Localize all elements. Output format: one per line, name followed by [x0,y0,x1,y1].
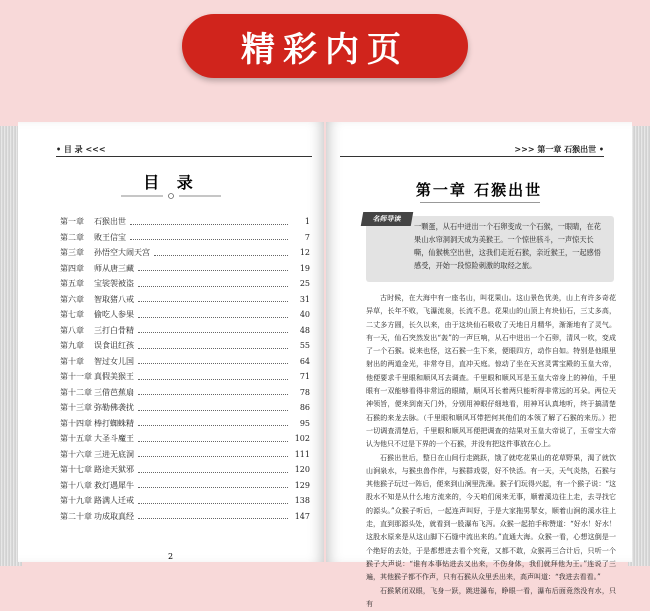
toc-entry [60,493,310,509]
toc-page-number: 64 [299,356,310,366]
toc-leader-dots [138,343,288,349]
toc-entry [60,276,310,292]
toc-page-number: 31 [299,294,310,304]
toc-chapter-number: 第一章 [60,217,84,227]
toc-chapter-title: 孙悟空大闹天宫 [94,248,150,258]
toc-page-number: 71 [299,372,310,382]
toc-chapter-title: 三打白骨精 [94,325,134,335]
toc-chapter-title: 路满人迁戒 [94,496,134,506]
toc-leader-dots [138,498,288,504]
chapter-page [326,122,632,608]
guide-tag: 名师导读 [361,212,413,226]
toc-chapter-title: 大圣斗魔王 [94,434,134,444]
toc-entry [60,230,310,246]
toc-leader-dots [138,327,288,333]
toc-chapter-number: 第十四章 [60,418,92,428]
toc-chapter-number: 第十一章 [60,372,92,382]
toc-chapter-number: 第十三章 [60,403,92,413]
toc-chapter-number: 第二章 [60,232,84,242]
toc-leader-dots [138,436,288,442]
toc-page-number: 40 [299,310,310,320]
toc-page [18,122,324,562]
toc-leader-dots [138,265,288,271]
page-number-left: 2 [168,552,174,561]
toc-entry [60,400,310,416]
toc-leader-dots [138,358,288,364]
toc-chapter-title: 宝裟袈被盗 [94,279,134,289]
toc-entry [60,462,310,478]
toc-leader-dots [138,374,288,380]
toc-chapter-title: 三借芭蕉扇 [94,387,134,397]
toc-chapter-number: 第九章 [60,341,84,351]
toc-entry [60,478,310,494]
toc-chapter-number: 第十章 [60,356,84,366]
toc-leader-dots [138,312,288,318]
toc-entry [60,292,310,308]
toc-chapter-number: 第十二章 [60,387,92,397]
toc-page-number: 48 [299,325,310,335]
toc-chapter-number: 第十五章 [60,434,92,444]
toc-leader-dots [130,219,288,225]
toc-chapter-title: 棒打蜘蛛精 [94,418,134,428]
toc-entry [60,369,310,385]
toc-chapter-number: 第二十章 [60,511,92,521]
toc-chapter-number: 第十九章 [60,496,92,506]
toc-leader-dots [138,281,288,287]
toc-entry [60,385,310,401]
toc-leader-dots [138,296,288,302]
toc-page-number: 7 [304,232,310,242]
toc-leader-dots [138,467,288,473]
toc-page-number: 86 [299,403,310,413]
toc-chapter-title: 功成取真经 [94,511,134,521]
title-ornament [121,192,221,200]
toc-entry [60,245,310,261]
toc-chapter-title: 救灯遇犀牛 [94,480,134,490]
toc-page-number: 120 [294,465,310,475]
toc-chapter-title: 误食诅红孩 [94,341,134,351]
body-paragraph: 古时候，在大海中有一座名山，叫花果山。这山景色优美，山上有许多奇花异草，长年不败，飞瀑流泉，长流不息。花果山的山顶上有块仙石，三丈多高，二丈多方圆，长久以来，由于这块仙石吸收了天地日月精华，渐渐地有了灵气。有一天，仙石突然发出“轰”的一声巨响，从石中迸出一个石卵，清风一吹，变成了一个石猴。说来也怪，这石猴一生下来，便眼四方，动作自如。特别是他眼里射出的两道金光，非常夺目，直冲天庭。惊动了坐在天宫灵霄宝殿的玉皇大帝，他便要求千里眼和顺风耳去调查。千里眼和顺风耳是玉皇大帝身上的神仙，千里眼有一双能够看得非常远的眼睛，顺风耳长着两只能听得非常远的耳朵。两位天神领旨，便来到南天门外，分别用神眼仔细地看，用神耳认真地听，终于搞清楚石猴的来龙去脉。（千里眼和顺风耳带把何其他们的本领了解了石猴的来历。）把一切调查清楚后，千里眼和顺风耳便把调查的结果对玉皇大帝说了，玉帝宝大帝认为他只不过是下界的一个石猴，并没有把这件事放在心上。 [366,294,616,449]
toc-leader-dots [154,250,288,256]
toc-chapter-title: 弥勒佛袭扰 [94,403,134,413]
toc-page-number: 12 [299,248,310,258]
toc-chapter-number: 第五章 [60,279,84,289]
toc-page-number: 25 [299,279,310,289]
toc-entry [60,416,310,432]
toc-chapter-number: 第十七章 [60,465,92,475]
toc-chapter-number: 第十八章 [60,480,92,490]
open-book [0,118,650,608]
toc-entry [60,214,310,230]
banner-label: 精彩内页 [241,29,409,70]
chapter-title-rule [420,202,540,203]
toc-chapter-number: 第七章 [60,310,84,320]
toc-page-number: 78 [299,387,310,397]
toc-list [60,214,310,524]
toc-page-number: 95 [299,418,310,428]
toc-entry [60,323,310,339]
toc-chapter-title: 智过女儿国 [94,356,134,366]
toc-leader-dots [130,234,288,240]
toc-page-number: 19 [299,263,310,273]
toc-leader-dots [138,482,288,488]
toc-chapter-title: 偷吃人参果 [94,310,134,320]
toc-page-number: 129 [294,480,310,490]
toc-page-number: 1 [304,217,310,227]
toc-chapter-number: 第十六章 [60,449,92,459]
toc-chapter-title: 三进无底洞 [94,449,134,459]
toc-entry [60,338,310,354]
toc-chapter-number: 第八章 [60,325,84,335]
guide-box [366,216,614,282]
toc-entry [60,509,310,525]
toc-chapter-title: 败王信宝 [94,232,126,242]
toc-leader-dots [138,420,288,426]
toc-entry [60,307,310,323]
toc-page-number: 147 [294,511,310,521]
toc-chapter-number: 第六章 [60,294,84,304]
toc-leader-dots [138,451,288,457]
toc-chapter-title: 师从唐三藏 [94,263,134,273]
guide-text: 一颗蛋，从石中迸出一个石卵变成一个石猴，一眼睛，在花果山水帘洞洞天成为美猴王。一个惊世骇斗，一声惊天长嘶，仙猴桃空出世，这我们走近石猴，亲近猴王，一起感悟感受，开始一段惊险刺激的取经之旅。 [414,222,601,270]
toc-chapter-title: 路途天狱邪 [94,465,134,475]
toc-chapter-number: 第四章 [60,263,84,273]
header-rule [340,156,604,157]
toc-title: 目 录 [143,173,199,192]
toc-leader-dots [138,389,288,395]
toc-page-number: 102 [294,434,310,444]
toc-entry [60,261,310,277]
toc-page-number: 55 [299,341,310,351]
toc-leader-dots [138,513,288,519]
header-rule [56,156,312,157]
body-paragraph: 石猴出世后，整日在山间行走跳跃，饿了就吃花果山的花草野果，渴了就饮山涧泉水，与猴虫兽作伴，与猴群戏耍，好不快活。有一天，天气炎热，石猴与其他猴子玩过一阵后，便来到山涧里洗澡。猴子们玩得兴起，有一个猴子说：“这股水不知是从什么地方流来的，今天咱们闲来无事，顺着溪边往上走，去寻找它的源头。”众猴子听后，一起连声叫好，于是大家拖男挈女，顺着山涧的溪水往上走，直到那源头处，就看到一股瀑布飞泻。众猴一起拍手称赞道：“好水！好水！这股水原来是从这山脚下石缝中流出来的。”直通大海。众猴一看，心想这倒是一个绝好的去处，于是都想进去看个究竟，又都不敢，众猴再三合计后，只听一个猴子大声说：“谁有本事钻进去又出来，不伤身体，我们就拜他为王。”连说了三遍，其他猴子都不作声，只有石猴从众里丢出来，高声叫道：“我进去看看。” [366,453,616,582]
toc-entry [60,354,310,370]
promo-banner [182,14,468,78]
toc-leader-dots [138,405,288,411]
toc-chapter-number: 第三章 [60,248,84,258]
toc-page-number: 111 [294,449,310,459]
toc-entry [60,447,310,463]
chapter-title: 第一章 石猴出世 [415,181,543,199]
toc-entry [60,431,310,447]
toc-page-number: 138 [294,496,310,506]
chapter-body [366,292,616,611]
toc-chapter-title: 智取猪八戒 [94,294,134,304]
body-paragraph: 石猴紧闭双眼，飞身一跃，跳进瀑布，睁眼一看，瀑布后面竟然没有水，只有 [366,586,616,608]
toc-chapter-title: 真假美猴王 [94,372,134,382]
toc-chapter-title: 石猴出世 [94,217,126,227]
running-head-right: >>> 第一章 石猴出世 • [514,144,604,154]
running-head-left: • 目 录 <<< [56,144,106,154]
